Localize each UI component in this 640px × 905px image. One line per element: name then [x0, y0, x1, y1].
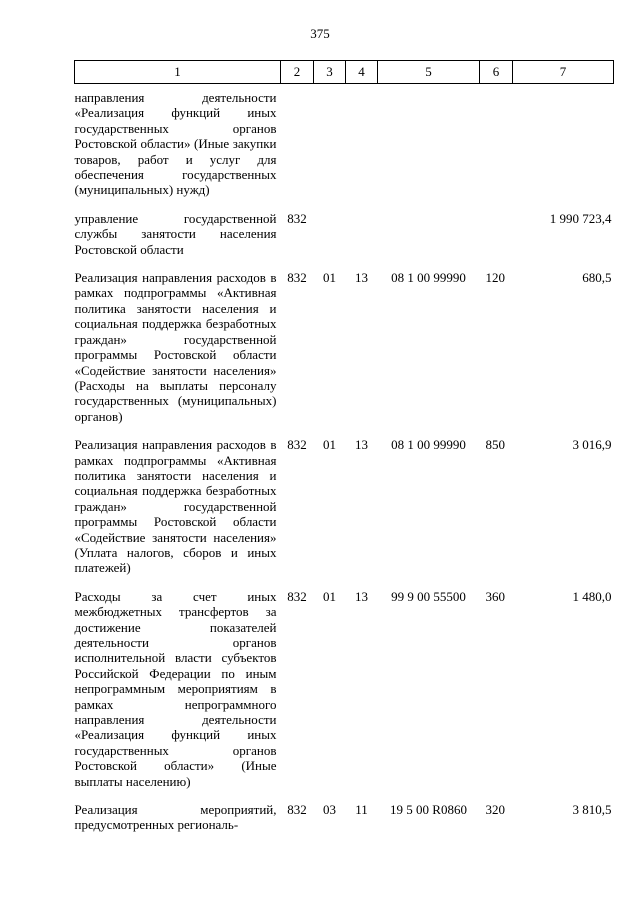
header-col-4: 4 [346, 61, 378, 84]
header-col-5: 5 [378, 61, 480, 84]
row-description: направления деятельности «Реализация функций иных государственных органов Ростовской области» (Иные закупки товаров, работ и услуг для обеспечения государственных (муниципальных) нужд) [74, 90, 277, 198]
row-description: Реализация мероприятий, предусмотренных региональ- [74, 802, 277, 833]
row-pr: 11 [355, 802, 368, 818]
row-ved: 832 [287, 270, 307, 286]
row-description: Реализация направления расходов в рамках подпрограммы «Активная политика занятости населения и социальная поддержка безработных граждан» государственной программы Ростовской области «Содействие занятости населения» (Уплата налогов, сборов и иных платежей) [74, 437, 277, 576]
row-pr: 13 [355, 270, 368, 286]
row-sum [513, 84, 614, 211]
page-number: 375 [310, 26, 330, 41]
row-sum: 3 016,9 [572, 437, 612, 453]
row-ved: 832 [287, 437, 307, 453]
header-col-6: 6 [480, 61, 513, 84]
table-row [75, 270, 614, 437]
row-ved: 832 [287, 588, 307, 604]
row-csr: 99 9 00 55500 [391, 588, 466, 604]
table-row [75, 437, 614, 589]
row-ved [281, 84, 314, 211]
row-rz: 01 [323, 270, 336, 286]
row-vr: 360 [485, 588, 505, 604]
row-description: Реализация направления расходов в рамках подпрограммы «Активная политика занятости населения и социальная поддержка безработных граждан» государственной программы Ростовской области «Содействие занятости населения» (Расходы на выплаты персоналу государственных (муниципальных) органов) [74, 270, 277, 424]
row-rz [314, 84, 346, 211]
row-rz: 03 [323, 802, 336, 818]
row-vr: 320 [485, 802, 505, 818]
table-row [75, 802, 614, 833]
row-rz [314, 211, 346, 270]
table-row [75, 589, 614, 802]
header-col-3: 3 [314, 61, 346, 84]
table-row [75, 84, 614, 211]
row-description: управление государственной службы занятости населения Ростовской области [74, 210, 277, 257]
row-csr: 08 1 00 99990 [391, 437, 466, 453]
row-vr [480, 211, 513, 270]
row-rz: 01 [323, 437, 336, 453]
row-ved: 832 [287, 802, 307, 818]
row-sum: 1 990 723,4 [549, 210, 612, 226]
header-col-7: 7 [513, 61, 614, 84]
row-pr [346, 84, 378, 211]
row-pr [346, 211, 378, 270]
row-pr: 13 [355, 437, 368, 453]
row-sum: 1 480,0 [572, 588, 612, 604]
row-csr [378, 84, 480, 211]
header-col-2: 2 [281, 61, 314, 84]
header-col-1: 1 [75, 61, 281, 84]
row-sum: 680,5 [582, 270, 612, 286]
budget-table [74, 60, 614, 833]
row-csr: 08 1 00 99990 [391, 270, 466, 286]
row-description: Расходы за счет иных межбюджетных трансфертов за достижение показателей деятельности органов исполнительной власти субъектов Российской Федерации по иным непрограммным мероприятиям в рамках непрограммного направления деятельности «Реализация функций иных государственных органов Ростовской области» (Иные выплаты населению) [74, 588, 277, 789]
row-csr: 19 5 00 R0860 [390, 802, 467, 818]
row-vr: 120 [485, 270, 505, 286]
row-pr: 13 [355, 588, 368, 604]
row-ved: 832 [287, 210, 307, 226]
row-vr [480, 84, 513, 211]
row-rz: 01 [323, 588, 336, 604]
row-csr [378, 211, 480, 270]
table-row [75, 211, 614, 270]
table-header [75, 61, 614, 84]
row-vr: 850 [485, 437, 505, 453]
row-sum: 3 810,5 [572, 802, 612, 818]
